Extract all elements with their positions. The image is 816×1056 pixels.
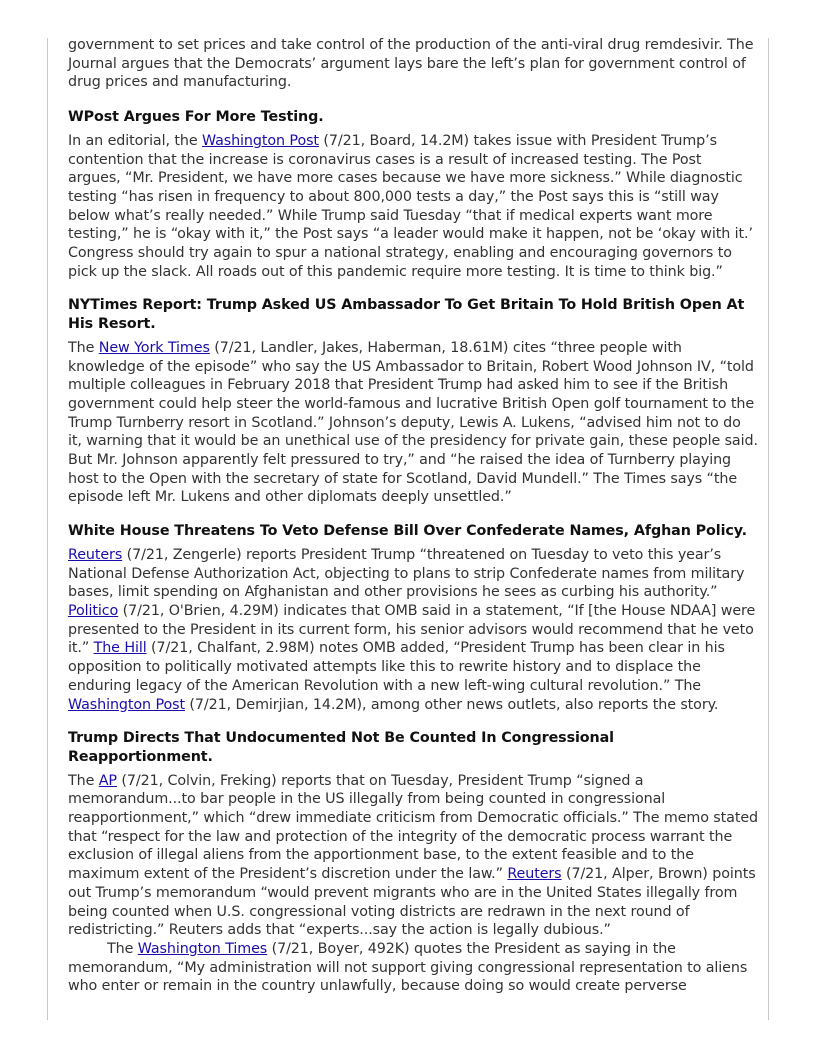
document-body	[68, 36, 758, 996]
text-run: (7/21, Alper, Brown) points out Trump’s memorandum “would prevent migrants who are in the United States illegally from being counted when U.S. congressional voting districts are redrawn in the next round of redistricting.” Reuters adds that “experts...say the action is legally dubious.”	[68, 866, 756, 939]
washington-post-link[interactable]: Washington Post	[68, 696, 185, 713]
text-run: (7/21, Boyer, 492K) quotes the President as saying in the memorandum, “My administration will not support giving congressional representation to aliens who enter or remain in the country unlawfully, because doing so would create perverse	[68, 940, 748, 995]
text-run: (7/21, Demirjian, 14.2M), among other news outlets, also reports the story.	[184, 696, 719, 713]
reuters-link[interactable]: Reuters	[68, 546, 123, 563]
text-run: (7/21, Colvin, Freking) reports that on Tuesday, President Trump “signed a memorandum...to bar people in the US illegally from being counted in congressional reapportionment,” which “drew immediate criticism from Democratic officials.” The memo stated that “respect for the law and protection of the integrity of the democratic process warrant the exclusion of illegal aliens from the apportionment base, to the extent feasible and to the maximum extent of the President’s discretion under the law.”	[68, 772, 758, 883]
article-reapportionment	[68, 729, 758, 996]
right-margin-rule	[768, 38, 769, 1020]
text-run: (7/21, Landler, Jakes, Haberman, 18.61M) cites “three people with knowledge of the episode” who say the US Ambassador to Britain, Robert Wood Johnson IV, “told multiple colleagues in February 2018 that President Trump had asked him to see if the British government could help steer the world-famous and lucrative British Open golf tournament to the Trump Turnberry resort in Scotland.” Johnson’s deputy, Lewis A. Lukens, “advised him not to do it, warning that it would be an unethical use of the presidency for private gain, these people said. But Mr. Johnson apparently felt pressured to try,” and “he raised the idea of Turnberry playing host to the Open with the secretary of state for Scotland, David Mundell.” The Times says “the episode left Mr. Lukens and other diplomats deeply unsettled.”	[68, 339, 758, 506]
text-run: The	[68, 339, 99, 356]
article-headline: White House Threatens To Veto Defense Bill Over Confederate Names, Afghan Policy.	[68, 523, 747, 540]
the-hill-link[interactable]: The Hill	[93, 640, 147, 657]
article-paragraph	[68, 546, 758, 714]
new-york-times-link[interactable]: New York Times	[98, 339, 210, 356]
reuters-link[interactable]: Reuters	[507, 866, 562, 883]
text-run: The	[68, 772, 99, 789]
text-run: In an editorial, the	[68, 132, 202, 149]
article-headline: Trump Directs That Undocumented Not Be Counted In Congressional Reapportionment.	[68, 730, 614, 765]
article-paragraph	[68, 339, 758, 507]
article-paragraph	[68, 132, 758, 282]
article-nytimes-british-open	[68, 296, 758, 507]
article-paragraph	[68, 772, 758, 940]
ap-link[interactable]: AP	[98, 772, 117, 789]
article-headline: NYTimes Report: Trump Asked US Ambassador To Get Britain To Hold British Open At His Resort.	[68, 297, 745, 333]
left-margin-rule	[47, 38, 48, 1020]
article-veto-defense-bill	[68, 522, 758, 714]
article-paragraph	[68, 940, 758, 996]
washington-post-link[interactable]: Washington Post	[201, 132, 319, 149]
text-run: (7/21, Board, 14.2M) takes issue with President Trump’s contention that the increase is coronavirus cases is a result of increased testing. The Post argues, “Mr. President, we have more cases because we have more sickness.” While diagnostic testing “has risen in frequency to about 800,000 tests a day,” the Post says this is “still way below what’s really needed.” While Trump said Tuesday “that if medical experts want more testing,” he is “okay with it,” the Post says “a leader would make it happen, not be ‘okay with it.’ Congress should try again to spur a national strategy, enabling and encouraging governors to pick up the slack. All roads out of this pandemic require more testing. It is time to think big.”	[68, 132, 753, 280]
text-run: (7/21, O'Brien, 4.29M) indicates that OMB said in a statement, “If [the House NDAA] were presented to the President in its current form, his senior advisors would recommend that he veto it.”	[68, 602, 756, 657]
text-run: (7/21, Zengerle) reports President Trump “threatened on Tuesday to veto this year’s National Defense Authorization Act, objecting to plans to strip Confederate names from military bases, limit spending on Afghanistan and other provisions he sees as curbing his authority.”	[68, 546, 745, 601]
lead-paragraph: government to set prices and take control of the production of the anti-viral drug remdesivir. The Journal argues that the Democrats’ argument lays bare the left’s plan for government control of drug prices and manufacturing.	[68, 37, 754, 91]
article-headline: WPost Argues For More Testing.	[68, 109, 324, 126]
politico-link[interactable]: Politico	[68, 602, 119, 619]
text-run: (7/21, Chalfant, 2.98M) notes OMB added, “President Trump has been clear in his opposition to politically motivated attempts like this to rewrite history and to displace the enduring legacy of the American Revolution with a new left-wing cultural revolution.” The	[68, 640, 725, 694]
text-run: The	[107, 940, 138, 957]
washington-times-link[interactable]: Washington Times	[137, 940, 268, 957]
article-wpost-testing	[68, 108, 758, 281]
